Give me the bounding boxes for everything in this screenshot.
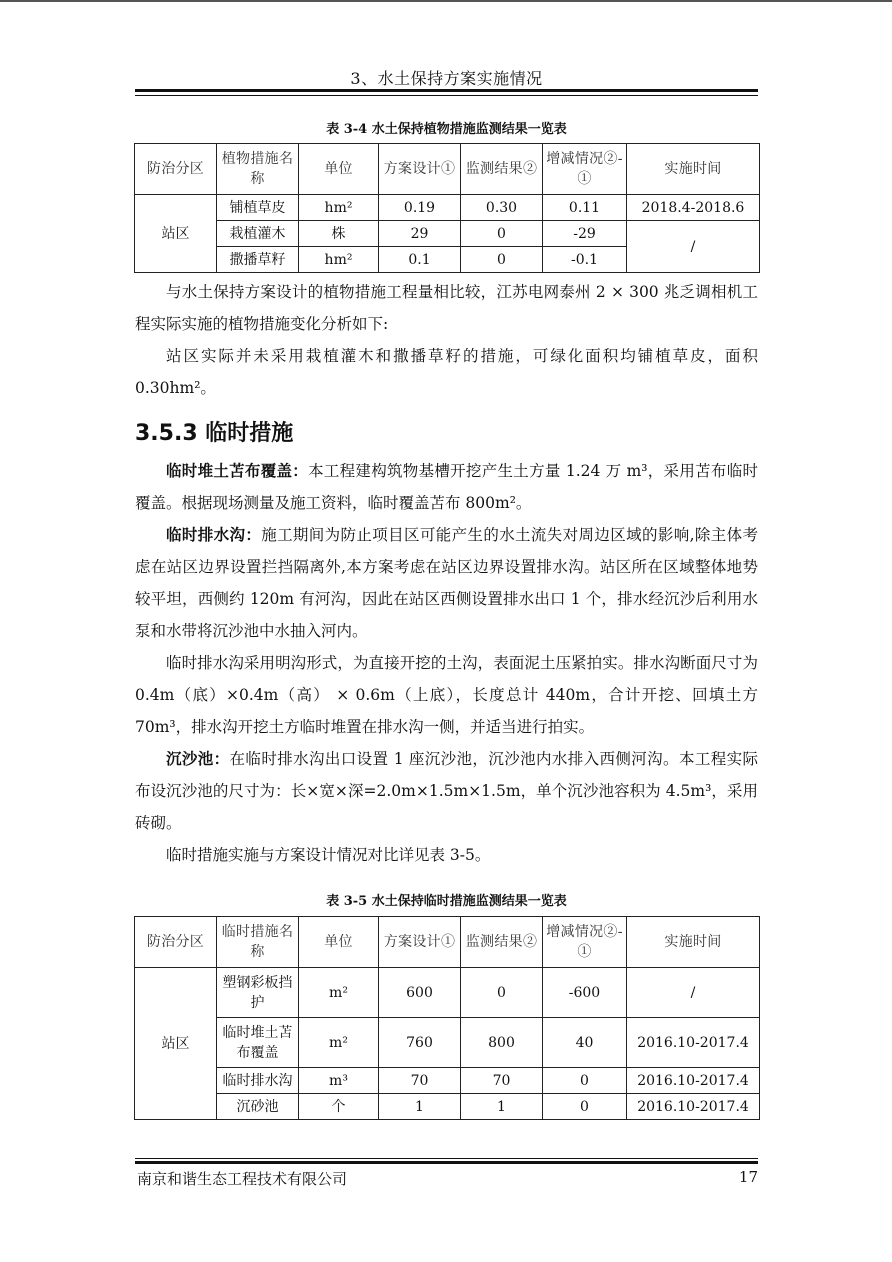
- t2-header-time: 实施时间: [627, 917, 760, 968]
- t2-time: 2016.10-2017.4: [627, 1068, 760, 1094]
- table-row: [135, 221, 760, 247]
- t1-header-unit: 单位: [299, 144, 379, 195]
- t1-measure: 栽植灌木: [217, 221, 299, 247]
- t2-design: 600: [379, 968, 461, 1018]
- t2-design: 1: [379, 1094, 461, 1120]
- t2-monitor: 0: [461, 968, 543, 1018]
- drainage-term: 临时排水沟：: [166, 525, 262, 544]
- t2-header-change: 增减情况②-①: [543, 917, 627, 968]
- t1-design: 0.19: [379, 195, 461, 221]
- t2-header-zone: 防治分区: [135, 917, 217, 968]
- t1-unit: hm²: [299, 195, 379, 221]
- t1-change: -29: [543, 221, 627, 247]
- t2-time: 2016.10-2017.4: [627, 1018, 760, 1068]
- t2-header-monitor: 监测结果②: [461, 917, 543, 968]
- t1-header-design: 方案设计①: [379, 144, 461, 195]
- t1-monitor: 0.30: [461, 195, 543, 221]
- t2-monitor: 70: [461, 1068, 543, 1094]
- t1-header-time: 实施时间: [627, 144, 760, 195]
- t2-change: 40: [543, 1018, 627, 1068]
- section-heading: 3.5.3 临时措施: [135, 421, 294, 446]
- t2-change: 0: [543, 1068, 627, 1094]
- t1-monitor: 0: [461, 221, 543, 247]
- table2-caption: 表 3-5 水土保持临时措施监测结果一览表: [326, 894, 567, 909]
- paragraph-comparison: 与水土保持方案设计的植物措施工程量相比较，江苏电网泰州 2 × 300 兆乏调相机工程实际实施的植物措施变化分析如下:: [135, 283, 758, 333]
- t2-unit: m²: [299, 968, 379, 1018]
- t1-unit: 株: [299, 221, 379, 247]
- t2-design: 760: [379, 1018, 461, 1068]
- t2-unit: 个: [299, 1094, 379, 1120]
- t1-time-merged: /: [627, 221, 760, 273]
- table-row: [135, 1094, 760, 1120]
- t2-measure: 沉砂池: [217, 1094, 299, 1120]
- tarp-cover-term: 临时堆土苫布覆盖：: [166, 461, 309, 480]
- t2-change: -600: [543, 968, 627, 1018]
- table-row: [135, 1068, 760, 1094]
- sedimentation-text: 在临时排水沟出口设置 1 座沉沙池，沉沙池内水排入西侧河沟。本工程实际布设沉沙池的尺寸为：长×宽×深=2.0m×1.5m×1.5m，单个沉沙池容积为 4.5m³，采用砖砌。: [135, 750, 758, 832]
- table-row: [135, 1018, 760, 1068]
- table-row: [135, 195, 760, 221]
- tarp-cover-text: 本工程建构筑物基槽开挖产生土方量 1.24 万 m³，采用苫布临时覆盖。根据现场测量及施工资料，临时覆盖苫布 800m²。: [135, 462, 758, 512]
- t1-time: 2018.4-2018.6: [627, 195, 760, 221]
- temporary-measures-table: [134, 916, 760, 1120]
- t2-time: /: [627, 968, 760, 1018]
- t2-header-measure: 临时措施名称: [217, 917, 299, 968]
- plant-measures-table: [134, 143, 760, 273]
- drainage-text: 施工期间为防止项目区可能产生的水土流失对周边区域的影响,除主体考虑在站区边界设置拦挡隔离外,本方案考虑在站区边界设置排水沟。站区所在区域整体地势较平坦，西侧约 120m 有河沟，因此在站区西侧设置排水出口 1 个，排水经沉沙后利用水泵和水带将沉沙池中水抽入河内。: [135, 526, 758, 640]
- t1-header-zone: 防治分区: [135, 144, 217, 195]
- paragraph-tarp-cover: [135, 455, 758, 519]
- t2-header-unit: 单位: [299, 917, 379, 968]
- t2-design: 70: [379, 1068, 461, 1094]
- table1-caption: 表 3-4 水土保持植物措施监测结果一览表: [326, 122, 567, 137]
- page-number: 17: [738, 1168, 758, 1186]
- t2-measure: 临时排水沟: [217, 1068, 299, 1094]
- footer-rule-thin: [135, 1158, 758, 1159]
- temporary-measures-text: [135, 455, 758, 871]
- t2-change: 0: [543, 1094, 627, 1120]
- paragraph-drainage-detail: 临时排水沟采用明沟形式，为直接开挖的土沟，表面泥土压紧拍实。排水沟断面尺寸为 0.4m（底）×0.4m（高） × 0.6m（上底），长度总计 440m，合计开挖、回填土方 70m³，排水沟开挖土方临时堆置在排水沟一侧，并适当进行拍实。: [135, 654, 758, 736]
- t2-unit: m³: [299, 1068, 379, 1094]
- t1-design: 29: [379, 221, 461, 247]
- t2-time: 2016.10-2017.4: [627, 1094, 760, 1120]
- t1-measure: 铺植草皮: [217, 195, 299, 221]
- t2-header-design: 方案设计①: [379, 917, 461, 968]
- t2-measure: 临时堆土苫布覆盖: [217, 1018, 299, 1068]
- paragraph-sedimentation: [135, 743, 758, 839]
- t1-monitor: 0: [461, 247, 543, 273]
- page-header-title: 3、水土保持方案实施情况: [350, 69, 543, 88]
- t1-header-monitor: 监测结果②: [461, 144, 543, 195]
- t2-unit: m²: [299, 1018, 379, 1068]
- sedimentation-term: 沉沙池：: [166, 749, 230, 768]
- paragraph-drainage: [135, 519, 758, 647]
- t1-design: 0.1: [379, 247, 461, 273]
- t1-header-change: 增减情况②-①: [543, 144, 627, 195]
- t2-monitor: 1: [461, 1094, 543, 1120]
- footer-rule-thick: [135, 1161, 758, 1164]
- table-row: [135, 968, 760, 1018]
- t1-change: -0.1: [543, 247, 627, 273]
- top-edge-line: [0, 0, 892, 2]
- header-rule-thick: [135, 89, 758, 92]
- header-rule-thin: [135, 95, 758, 96]
- paragraph-table-ref: 临时措施实施与方案设计情况对比详见表 3-5。: [166, 846, 491, 864]
- t1-change: 0.11: [543, 195, 627, 221]
- t1-zone-cell: 站区: [135, 195, 217, 273]
- analysis-paragraphs: [135, 276, 758, 404]
- paragraph-station-area: 站区实际并未采用栽植灌木和撒播草籽的措施，可绿化面积均铺植草皮，面积 0.30hm²。: [135, 347, 758, 397]
- t1-unit: hm²: [299, 247, 379, 273]
- t1-measure: 撒播草籽: [217, 247, 299, 273]
- footer-company-name: 南京和谐生态工程技术有限公司: [137, 1170, 348, 1188]
- t2-measure: 塑钢彩板挡护: [217, 968, 299, 1018]
- t2-zone-cell: 站区: [135, 968, 217, 1120]
- t1-header-measure: 植物措施名称: [217, 144, 299, 195]
- t2-monitor: 800: [461, 1018, 543, 1068]
